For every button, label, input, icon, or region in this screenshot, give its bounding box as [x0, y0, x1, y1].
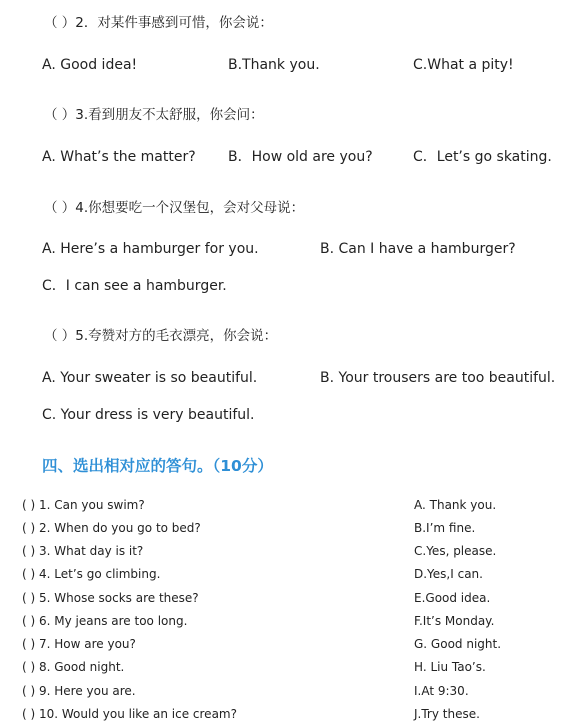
- question-2-option-a: A. Good idea!: [42, 57, 138, 73]
- question-4-option-b: B. Can I have a hamburger?: [320, 241, 516, 257]
- match-question-10: ( ) 10. Would you like an ice cream?: [22, 707, 237, 721]
- question-4-option-c: C．I can see a hamburger.: [42, 278, 227, 294]
- match-question-8: ( ) 8. Good night.: [22, 660, 125, 674]
- match-answer-e: E.Good idea.: [414, 591, 491, 605]
- match-answer-a: A. Thank you.: [414, 498, 497, 512]
- match-question-7: ( ) 7. How are you?: [22, 637, 136, 651]
- match-question-3: ( ) 3. What day is it?: [22, 544, 144, 558]
- match-answer-f: F.It’s Monday.: [414, 614, 495, 628]
- match-question-9: ( ) 9. Here you are.: [22, 684, 136, 698]
- match-question-4: ( ) 4. Let’s go climbing.: [22, 567, 161, 581]
- match-answer-i: I.At 9:30.: [414, 684, 469, 698]
- question-2-option-c: C.What a pity!: [413, 57, 514, 73]
- match-answer-b: B.I’m fine.: [414, 521, 476, 535]
- question-3-stem: （ ）3.看到朋友不太舒服，你会问：: [44, 107, 264, 123]
- match-question-5: ( ) 5. Whose socks are these?: [22, 591, 199, 605]
- question-5-stem: （ ）5.夸赞对方的毛衣漂亮，你会说：: [44, 328, 278, 344]
- match-question-6: ( ) 6. My jeans are too long.: [22, 614, 188, 628]
- match-answer-c: C.Yes, please.: [414, 544, 497, 558]
- match-question-1: ( ) 1. Can you swim?: [22, 498, 145, 512]
- question-4-stem: （ ）4.你想要吃一个汉堡包，会对父母说：: [44, 200, 305, 216]
- section-4-title: 四、选出相对应的答句。（10分）: [42, 457, 273, 475]
- question-5-option-c: C. Your dress is very beautiful.: [42, 407, 255, 423]
- match-answer-j: J.Try these.: [414, 707, 480, 721]
- question-3-option-c: C．Let’s go skating.: [413, 149, 552, 165]
- question-5-option-b: B. Your trousers are too beautiful.: [320, 370, 556, 386]
- match-answer-g: G. Good night.: [414, 637, 502, 651]
- question-3-option-b: B．How old are you?: [228, 149, 373, 165]
- match-answer-d: D.Yes,I can.: [414, 567, 483, 581]
- match-question-2: ( ) 2. When do you go to bed?: [22, 521, 201, 535]
- question-3-option-a: A. What’s the matter?: [42, 149, 196, 165]
- question-2-stem: （ ）2．对某件事感到可惜，你会说：: [44, 15, 273, 31]
- match-answer-h: H. Liu Tao’s.: [414, 660, 486, 674]
- question-4-option-a: A. Here’s a hamburger for you.: [42, 241, 259, 257]
- question-2-option-b: B.Thank you.: [228, 57, 320, 73]
- question-5-option-a: A. Your sweater is so beautiful.: [42, 370, 258, 386]
